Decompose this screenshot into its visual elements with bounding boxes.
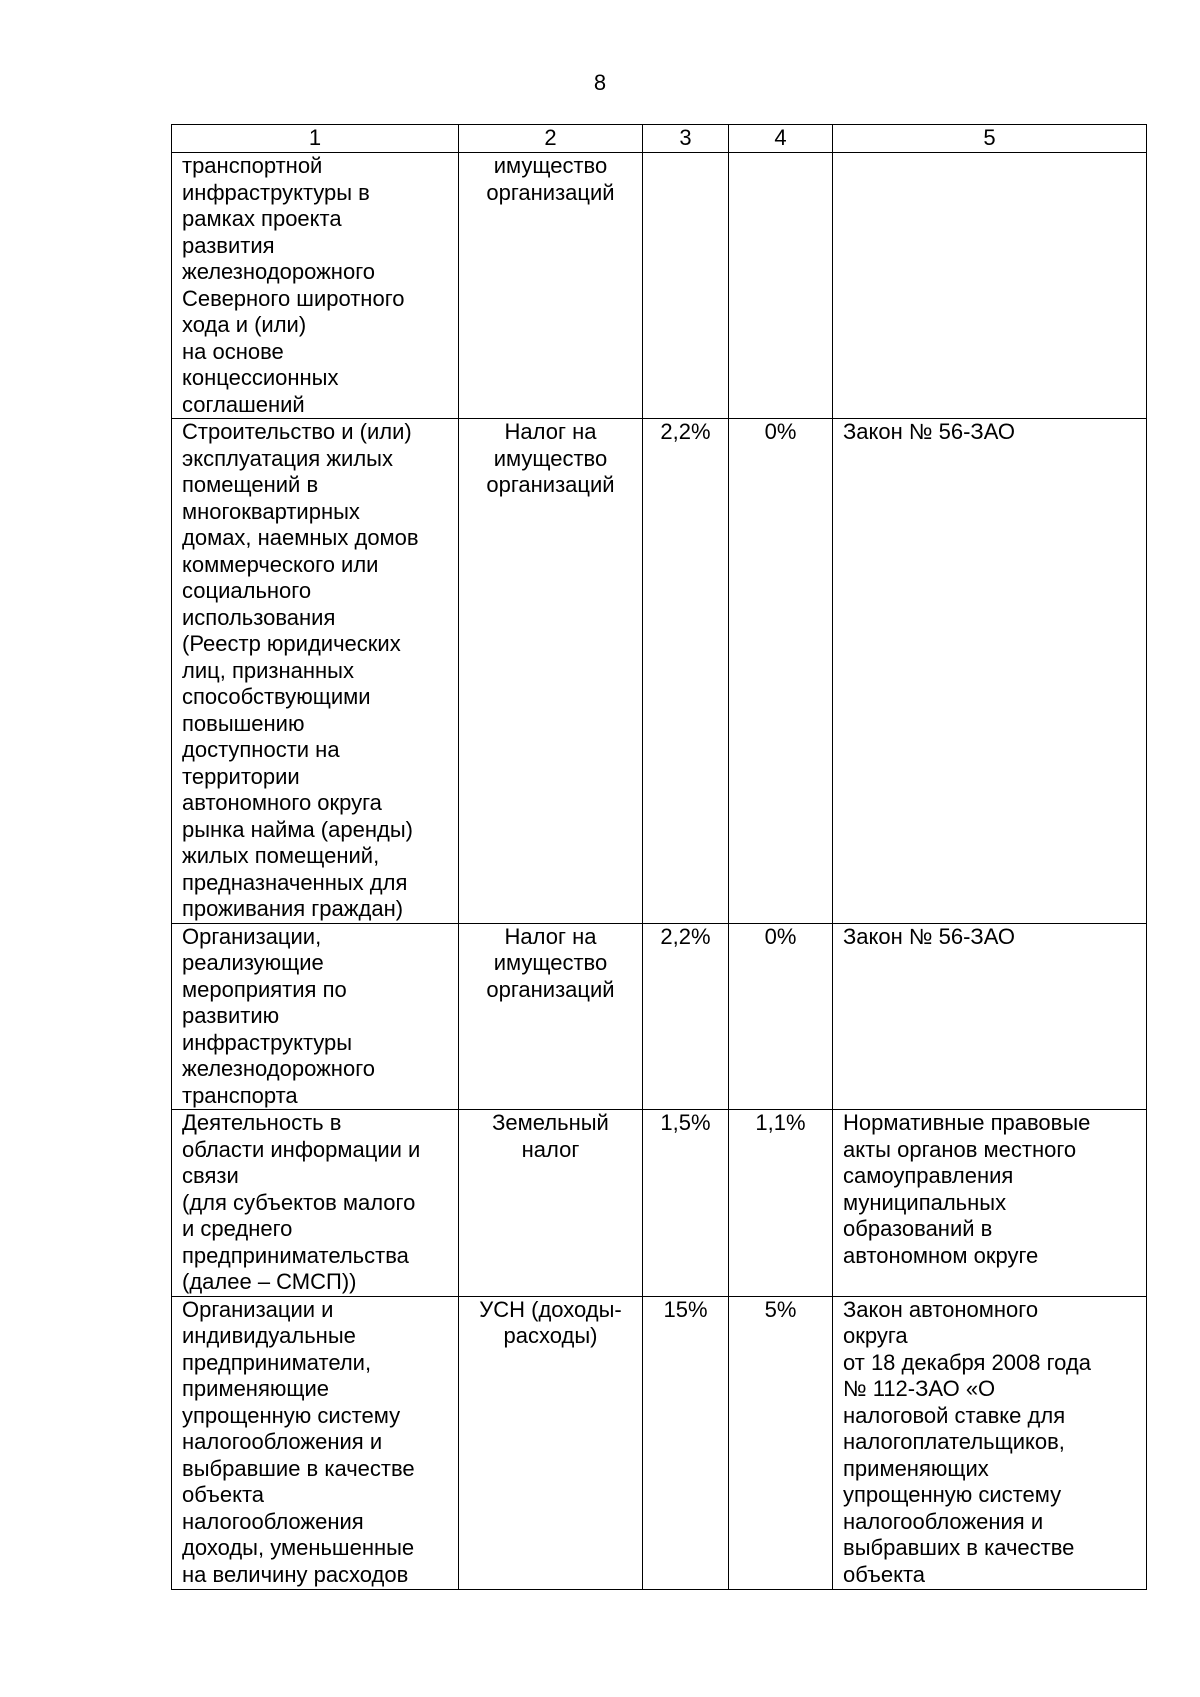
legal-basis-cell: Закон автономного округа от 18 декабря 2008 года № 112-ЗАО «О налоговой ставке для налогоплательщиков, применяющих упрощенную систему налогообложения и выбравших в качестве объекта <box>833 1296 1147 1589</box>
category-cell: Организации и индивидуальные предприниматели, применяющие упрощенную систему налогообложения и выбравшие в качестве объекта налогообложения доходы, уменьшенные на величину расходов <box>172 1296 459 1589</box>
legal-basis-cell: Нормативные правовые акты органов местного самоуправления муниципальных образований в автономном округе <box>833 1110 1147 1297</box>
category-cell: транспортной инфраструктуры в рамках проекта развития железнодорожного Северного широтного хода и (или) на основе концессионных соглашений <box>172 153 459 419</box>
reduced-rate-cell: 0% <box>729 923 833 1110</box>
page-number: 8 <box>593 70 607 95</box>
column-number-4: 4 <box>729 125 833 153</box>
reduced-rate-cell: 5% <box>729 1296 833 1589</box>
tax-type-cell: УСН (доходы- расходы) <box>459 1296 643 1589</box>
column-number-1: 1 <box>172 125 459 153</box>
table-row <box>172 1110 1147 1297</box>
base-rate-cell: 2,2% <box>643 923 729 1110</box>
table-row <box>172 923 1147 1110</box>
table-header-row <box>172 125 1147 153</box>
base-rate-cell: 1,5% <box>643 1110 729 1297</box>
category-cell: Деятельность в области информации и связи (для субъектов малого и среднего предпринимательства (далее – СМСП)) <box>172 1110 459 1297</box>
legal-basis-cell: Закон № 56-ЗАО <box>833 923 1147 1110</box>
legal-basis-cell <box>833 153 1147 419</box>
reduced-rate-cell: 0% <box>729 419 833 924</box>
tax-type-cell: имущество организаций <box>459 153 643 419</box>
base-rate-cell: 2,2% <box>643 419 729 924</box>
category-cell: Строительство и (или) эксплуатация жилых помещений в многоквартирных домах, наемных домов коммерческого или социального использования (Реестр юридических лиц, признанных способствующими повышению доступности на территории автономного округа рынка найма (аренды) жилых помещений, предназначенных для проживания граждан) <box>172 419 459 924</box>
legal-basis-cell: Закон № 56-ЗАО <box>833 419 1147 924</box>
tax-type-cell: Земельный налог <box>459 1110 643 1297</box>
column-number-5: 5 <box>833 125 1147 153</box>
tax-type-cell: Налог на имущество организаций <box>459 419 643 924</box>
reduced-rate-cell <box>729 153 833 419</box>
table-row <box>172 153 1147 419</box>
reduced-rate-cell: 1,1% <box>729 1110 833 1297</box>
base-rate-cell: 15% <box>643 1296 729 1589</box>
table-row <box>172 419 1147 924</box>
base-rate-cell <box>643 153 729 419</box>
column-number-2: 2 <box>459 125 643 153</box>
table-row <box>172 1296 1147 1589</box>
category-cell: Организации, реализующие мероприятия по развитию инфраструктуры железнодорожного транспорта <box>172 923 459 1110</box>
tax-type-cell: Налог на имущество организаций <box>459 923 643 1110</box>
tax-benefits-table <box>171 124 1147 1590</box>
column-number-3: 3 <box>643 125 729 153</box>
